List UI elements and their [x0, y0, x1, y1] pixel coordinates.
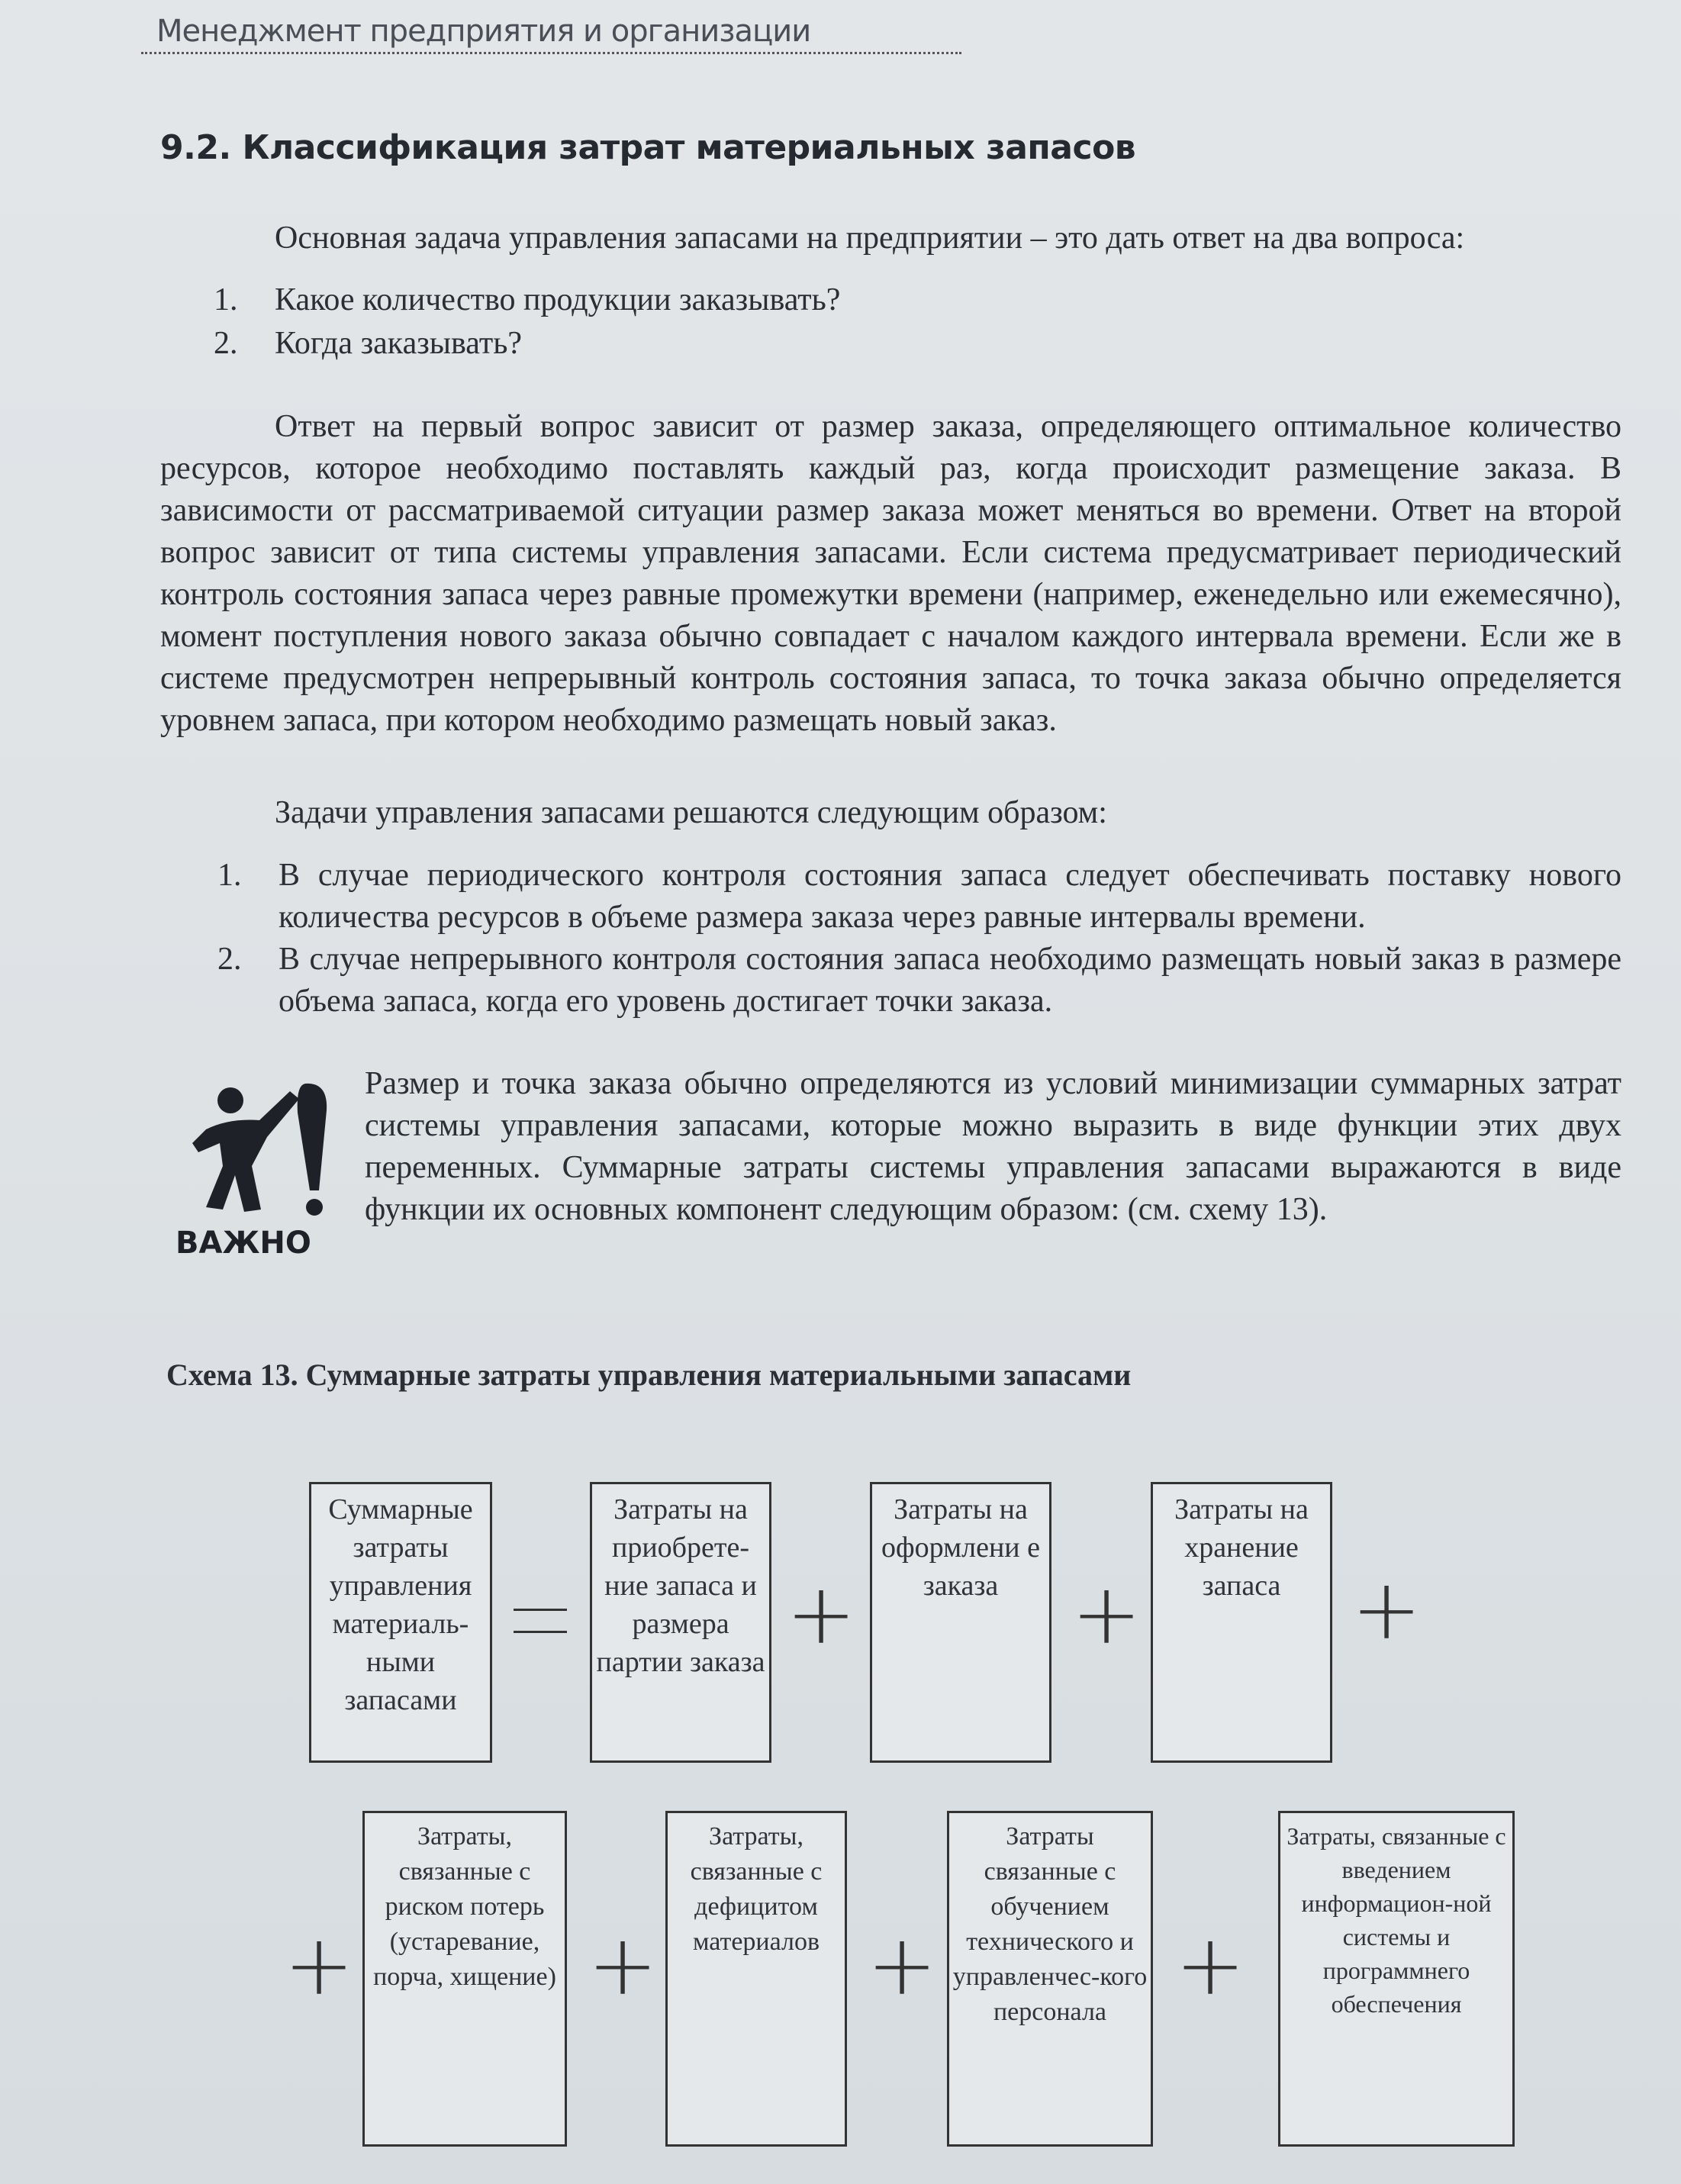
- training-costs-box: Затраты связанные с обучением технического и управленчес-кого персонала: [947, 1811, 1153, 2147]
- plus-sign: +: [1071, 1565, 1142, 1663]
- plus-sign: +: [1175, 1916, 1246, 2014]
- holding-costs-box: Затраты на хранение запаса: [1151, 1482, 1332, 1763]
- plus-sign: +: [867, 1916, 938, 2014]
- important-paragraph: Размер и точка заказа обычно определяются из условий минимизации суммарных затрат системы управления запасами, которые можно выразить в виде функции этих двух переменных. Суммарные затраты системы управления запасами выражаются в виде функции их основных компонент следующим образом: (см. схему 13).: [365, 1066, 1621, 1227]
- shortage-costs-box: Затраты, связанные с дефицитом материалов: [665, 1811, 847, 2147]
- list-item: [217, 939, 1621, 1023]
- list-item: [217, 855, 1621, 939]
- plus-sign: +: [786, 1565, 857, 1663]
- plus-sign: +: [1351, 1561, 1422, 1658]
- important-label: ВАЖНО: [176, 1226, 311, 1259]
- list-number: 2.: [214, 326, 238, 361]
- list-item-text: Когда заказывать?: [275, 326, 523, 361]
- list-number: 1.: [214, 282, 238, 317]
- information-system-costs-box: Затраты, связанные с введением информацион-ной системы и программнего обеспечения: [1278, 1811, 1515, 2147]
- plus-sign: +: [588, 1916, 659, 2014]
- list-item-text: В случае непрерывного контроля состояния запаса необходимо размещать новый заказ в размере объема запаса, когда его уровень достигает точки заказа.: [279, 942, 1621, 1019]
- questions-list: [214, 279, 840, 366]
- total-costs-box: Суммарные затраты управления материаль-ными запасами: [309, 1482, 492, 1763]
- plus-sign: +: [284, 1916, 355, 2014]
- important-icon: [176, 1076, 340, 1259]
- intro-sentence: Основная задача управления запасами на предприятии – это дать ответ на два вопроса:: [275, 221, 1465, 256]
- list-item-text: В случае периодического контроля состояния запаса следует обеспечивать поставку нового количества ресурсов в объеме размера заказа через равные интервалы времени.: [279, 858, 1621, 935]
- list-number: 1.: [217, 858, 242, 893]
- acquisition-costs-box: Затраты на приобрете-ние запаса и размера партии заказа: [590, 1482, 771, 1763]
- running-head: Менеджмент предприятия и организации: [156, 14, 811, 49]
- ordering-costs-box: Затраты на оформлени е заказа: [870, 1482, 1051, 1763]
- scheme-caption: Схема 13. Суммарные затраты управления материальными запасами: [166, 1358, 1132, 1392]
- list-number: 2.: [217, 942, 242, 977]
- section-title: 9.2. Классификация затрат материальных запасов: [160, 128, 1136, 167]
- loss-risk-costs-box: Затраты, связанные с риском потерь (устаревание, порча, хищение): [362, 1811, 567, 2147]
- main-paragraph: Ответ на первый вопрос зависит от размер заказа, определяющего оптимальное количество ресурсов, которое необходимо поставлять каждый раз, когда происходит размещение заказа. В зависимости от рассматриваемой ситуации размер заказа может меняться во времени. Ответ на второй вопрос зависит от типа системы управления запасами. Если система предусматривает периодический контроль состояния запаса через равные промежутки времени (например, еженедельно или ежемесячно), момент поступления нового заказа обычно совпадает с началом каждого интервала времени. Если же в системе предусмотрен непрерывный контроль состояния запаса, то точка заказа обычно определяется уровнем запаса, при котором необходимо размещать новый заказ.: [160, 409, 1621, 738]
- tasks-list: [217, 855, 1621, 1023]
- list-item-text: Какое количество продукции заказывать?: [275, 282, 841, 317]
- running-head-rule: [141, 52, 961, 54]
- list-item: [214, 322, 840, 366]
- tasks-intro: Задачи управления запасами решаются следующим образом:: [275, 795, 1107, 830]
- list-item: [214, 279, 840, 322]
- equals-sign: [514, 1609, 567, 1633]
